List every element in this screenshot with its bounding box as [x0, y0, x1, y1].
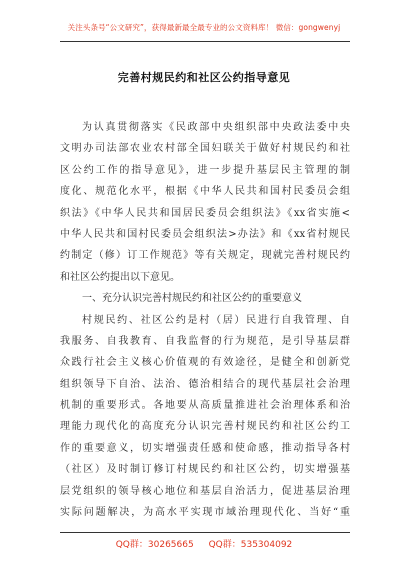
- qq-group-2: QQ群：535304092: [208, 540, 293, 550]
- paragraph-line: 理能力现代化的高度充分认识完善村规民约和社区公约工: [60, 421, 350, 433]
- paragraph-line: 中华人民共和国村民委员会组织法>办法》和《xx省村规民: [60, 228, 350, 240]
- paragraph-line: 机制的重要形式。各地要从高质量推进社会治理体系和治: [60, 400, 350, 412]
- document-body: [60, 117, 350, 523]
- paragraph-line: （社区）及时制订修订村规民约和社区公约，切实增强基: [60, 464, 350, 476]
- paragraph-line: 村规民约、社区公约是村（居）民进行自我管理、自: [82, 314, 350, 326]
- paragraph-line: 组织领导下自治、法治、德治相结合的现代基层社会治理: [60, 378, 350, 390]
- section-heading: 一、充分认识完善村规民约和社区公约的重要意义: [82, 293, 302, 305]
- paragraph-line: 层党组织的领导核心地位和基层自治活力，促进基层治理: [60, 485, 350, 497]
- footer-contacts: [0, 537, 408, 550]
- paragraph-line: 约制定（修）订工作规范》等有关规定，现就完善村规民约: [60, 250, 350, 262]
- paragraph-line: 织法》《中华人民共和国居民委员会组织法》《xx省实施<: [60, 207, 350, 219]
- paragraph-line: 众践行社会主义核心价值观的有效途径，是健全和创新党: [60, 357, 350, 369]
- header-banner: 关注头条号“公文研究”，获得最新最全最专业的公文资料库！ 微信：gongwenyj: [67, 23, 341, 32]
- header-divider: [60, 41, 350, 42]
- paragraph-line: 区公约工作的指导意见》，进一步提升基层民主管理的制: [60, 164, 350, 176]
- paragraph-line: 和社区公约提出以下意见。: [60, 271, 180, 283]
- qq-group-1: QQ群：30265665: [115, 540, 194, 550]
- footer-divider: [60, 532, 350, 533]
- paragraph-line: 文明办司法部农业农村部全国妇联关于做好村规民约和社: [60, 143, 350, 155]
- paragraph-line: 我服务、自我教育、自我监督的行为规范，是引导基层群: [60, 335, 350, 347]
- paragraph-line: 度化、规范化水平，根据《中华人民共和国村民委员会组: [60, 186, 350, 198]
- document-title: 完善村规民约和社区公约指导意见: [117, 71, 291, 84]
- paragraph-line: 作的重要意义，切实增强责任感和使命感，推动指导各村: [60, 442, 350, 454]
- paragraph-line: 实际问题解决，为高水平实现市域治理现代化、当好“重: [60, 507, 350, 519]
- paragraph-line: 为认真贯彻落实《民政部中央组织部中央政法委中央: [82, 122, 350, 133]
